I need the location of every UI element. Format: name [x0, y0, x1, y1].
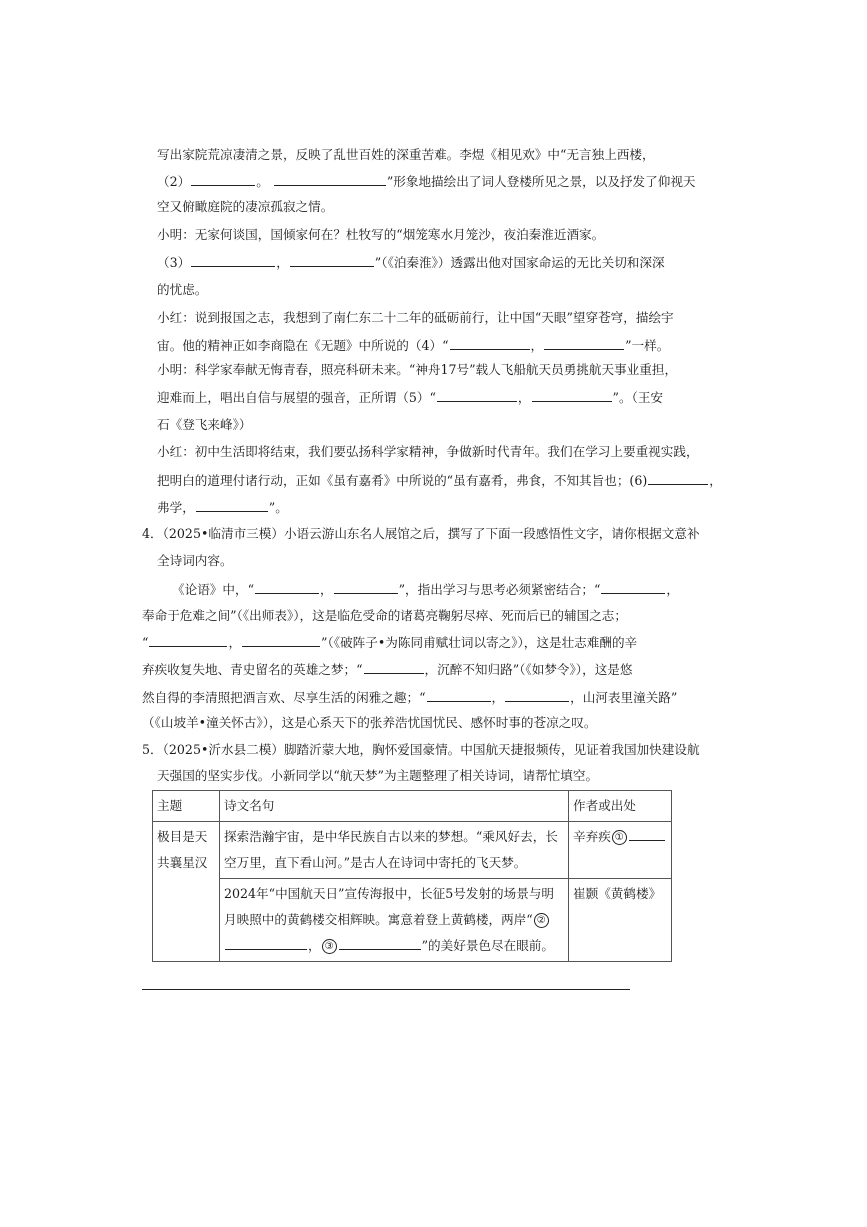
text: 把明白的道理付诸行动，正如《虽有嘉肴》中所说的“虽有嘉肴，弗食，不知其旨也；(6): [157, 473, 648, 488]
text: ，: [491, 690, 505, 705]
fill-blank[interactable]: [629, 827, 665, 841]
text: 写出家院荒凉凄清之景，反映了乱世百姓的深重苦难。李煜《相见欢》中“无言独上西楼，: [157, 147, 655, 162]
space-dream-table: [152, 790, 672, 962]
q3-line-9: [157, 361, 677, 379]
question-stem: 天强国的坚实步伐。小新同学以“航天梦”为主题整理了相关诗词，请帮忙填空。: [157, 768, 599, 783]
text: 小明：无家何谈国，国倾家何在？杜牧写的“烟笼寒水月笼沙，夜泊秦淮近酒家。: [157, 227, 605, 242]
text: ，: [666, 582, 679, 597]
blank-number-1: ①: [612, 830, 627, 845]
text: 的忧虑。: [157, 282, 208, 297]
text: ”形象地描绘出了词人登楼所见之景，以及抒发了仰视天: [386, 174, 696, 189]
q5-line-2: [157, 767, 677, 785]
q4-line-6: [142, 660, 672, 679]
text: 迎难而上，唱出自信与展望的强音，正所谓（5）“: [157, 390, 436, 405]
text: ，: [308, 938, 321, 953]
q5-line-1: [142, 741, 700, 759]
blank-number-2: ②: [534, 913, 549, 928]
q3-line-2: [157, 172, 696, 191]
q3-line-12: [157, 443, 699, 461]
header-theme: 主题: [153, 791, 220, 822]
text: 奉命于危难之间”（《出师表》），这是临危受命的诸葛亮鞠躬尽瘁、死而后已的辅国之志；: [142, 608, 627, 623]
fill-blank[interactable]: [196, 498, 268, 512]
text: ”，指出学习与思考必须紧密结合；“: [398, 582, 601, 597]
item-number: （3）: [157, 255, 191, 270]
q3-line-6: [157, 281, 677, 299]
author-cell: [569, 822, 672, 879]
text: ，: [530, 338, 544, 353]
text: ”。: [268, 500, 288, 515]
text: ，山河表里潼关路”: [570, 690, 678, 705]
fill-blank[interactable]: [648, 471, 708, 485]
header-author: 作者或出处: [569, 791, 672, 822]
fill-blank[interactable]: [255, 580, 319, 594]
blank-number-3: ③: [322, 939, 337, 954]
question-stem: 4．（2025•临清市三模）小语云游山东名人展馆之后，撰写了下面一段感悟性文字，请你根据文意补: [142, 526, 700, 541]
fill-blank[interactable]: [274, 172, 386, 186]
fill-blank[interactable]: [242, 633, 320, 647]
text: 小红：初中生活即将结束，我们要弘扬科学家精神，争做新时代青年。我们在学习上要重视实践，: [157, 444, 699, 459]
q3-line-3: [157, 198, 677, 216]
item-number: （2）: [157, 174, 191, 189]
text: “: [142, 635, 149, 650]
q3-line-5: [157, 253, 677, 272]
header-poem: 诗文名句: [220, 791, 569, 822]
text: 弃疾收复失地、青史留名的英雄之梦；“: [142, 662, 363, 677]
text: 小明：科学家奉献无悔青春，照亮科研未来。“神舟17号”载人飞船航天员勇挑航天事业重担，: [157, 362, 678, 377]
question-stem: 5．（2025•沂水县二模）脚踏沂蒙大地，胸怀爱国豪情。中国航天捷报频传，见证着我国加快建设航: [142, 742, 700, 757]
q3-line-8: [157, 336, 677, 355]
fill-blank[interactable]: [427, 688, 491, 702]
text: ，: [709, 473, 722, 488]
text: 弗学，: [157, 500, 195, 515]
text: 小红：说到报国之志，我想到了南仁东二十二年的砥砺前行，让中国“天眼”望穿苍穹，描绘宇: [157, 310, 674, 325]
table-row: [153, 879, 672, 962]
fill-blank[interactable]: [225, 936, 307, 950]
fill-blank[interactable]: [601, 580, 665, 594]
q3-line-4: [157, 226, 677, 244]
text: 2024年“中国航天日”宣传海报中，长征5号发射的场景与明月映照中的黄鹤楼交相辉映。寓意着登上黄鹤楼，两岸“: [224, 886, 555, 927]
text: 空又俯瞰庭院的凄凉孤寂之情。: [157, 199, 334, 214]
fill-blank[interactable]: [339, 936, 421, 950]
q4-line-4: [142, 607, 672, 625]
fill-blank[interactable]: [191, 253, 275, 267]
fill-blank[interactable]: [532, 388, 612, 402]
q4-line-5: [142, 633, 672, 652]
q4-line-3: [172, 580, 677, 599]
fill-blank[interactable]: [544, 336, 624, 350]
q3-line-11: [157, 416, 677, 434]
text: 宙。他的精神正如李商隐在《无题》中所说的（4）“: [157, 338, 449, 353]
q3-line-14: [157, 498, 677, 517]
page-divider: [142, 989, 630, 990]
q4-line-1: [142, 525, 700, 543]
fill-blank[interactable]: [191, 172, 255, 186]
author-cell: 崔颢《黄鹤楼》: [569, 879, 672, 962]
fill-blank[interactable]: [505, 688, 569, 702]
q4-line-8: [142, 714, 672, 732]
text: ”（《泊秦淮》）透露出他对国家命运的无比关切和深深: [374, 255, 665, 270]
text: ”（《破阵子•为陈同甫赋壮词以寄之》），这是壮志难酬的辛: [321, 635, 638, 650]
poem-cell: 探索浩瀚宇宙，是中华民族自古以来的梦想。“乘风好去，长空万里，直下看山河。”是古人在诗词中寄托的飞天梦。: [220, 822, 569, 879]
text: （《山坡羊•潼关怀古》），这是心系天下的张养浩忧国忧民、感怀时事的苍凉之叹。: [142, 715, 597, 730]
q3-line-1: [157, 146, 677, 164]
q3-line-10: [157, 388, 677, 407]
table-header-row: [153, 791, 672, 822]
text: ，: [517, 390, 531, 405]
poem-cell: [220, 879, 569, 962]
text: 《论语》中，“: [172, 582, 255, 597]
author-name: 辛弃疾: [573, 829, 611, 844]
text: ”。（王安: [612, 390, 664, 405]
fill-blank[interactable]: [450, 336, 530, 350]
text: ，: [276, 255, 289, 270]
q3-line-7: [157, 309, 677, 327]
text: 。: [256, 174, 269, 189]
fill-blank[interactable]: [364, 660, 424, 674]
theme-cell: 极目是天共襄星汉: [153, 822, 220, 962]
fill-blank[interactable]: [437, 388, 517, 402]
text: ，: [320, 582, 333, 597]
text: 石《登飞来峰》）: [157, 417, 252, 432]
q4-line-2: [157, 552, 677, 570]
table-row: [153, 822, 672, 879]
q3-line-13: [157, 471, 722, 490]
fill-blank[interactable]: [334, 580, 398, 594]
text: 然自得的李清照把酒言欢、尽享生活的闲雅之趣；“: [142, 690, 426, 705]
fill-blank[interactable]: [290, 253, 374, 267]
text: ”的美好景色尽在眼前。: [421, 938, 554, 953]
q4-line-7: [142, 688, 678, 707]
text: ”一样。: [625, 338, 670, 353]
question-stem: 全诗词内容。: [157, 553, 233, 568]
text: ，沉醉不知归路”（《如梦令》），这是悠: [424, 662, 633, 677]
text: ，: [228, 635, 242, 650]
fill-blank[interactable]: [149, 633, 227, 647]
